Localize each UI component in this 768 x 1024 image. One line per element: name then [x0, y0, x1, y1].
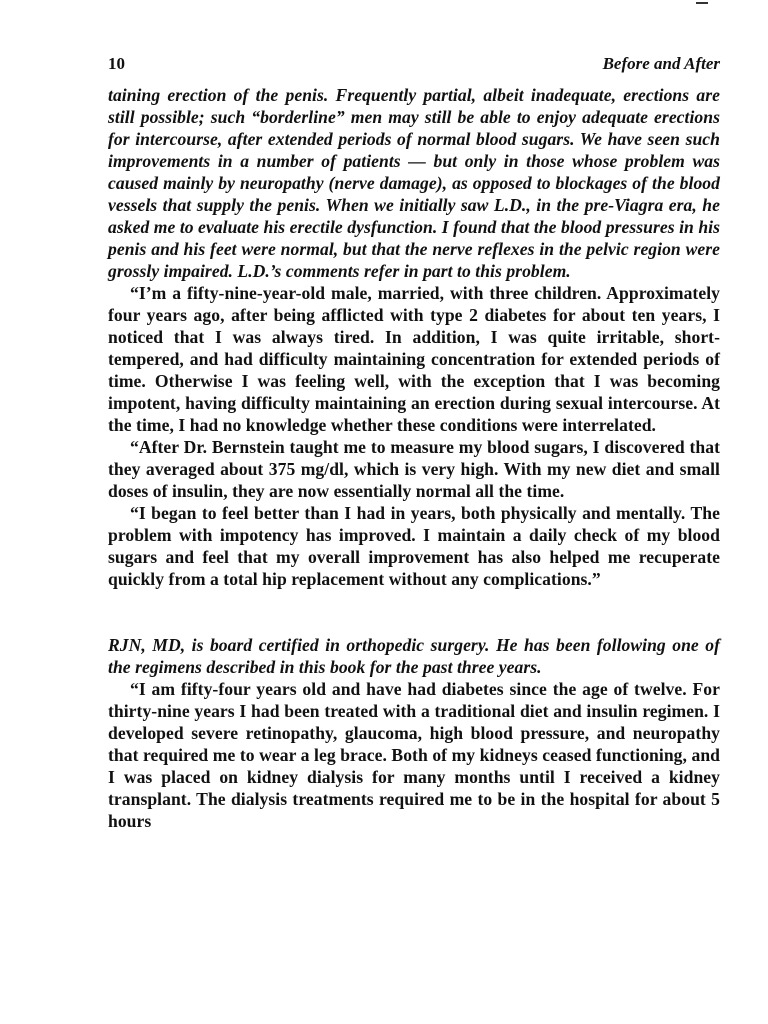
paragraph: “I began to feel better than I had in years, both physically and mentally. The problem with impotency has improved. I maintain a daily check of my blood sugars and feel that my overall improvement has also helped me recuperate quickly from a total hip replacement without any complications.” — [108, 503, 720, 589]
paragraph: “I’m a fifty-nine-year-old male, married, with three children. Approximately four years ago, after being afflicted with type 2 diabetes for about ten years, I noticed that I was always tired. In addition, I was quite irritable, short-tempered, and had difficulty maintaining concentration for extended periods of time. Otherwise I was feeling well, with the exception that I was becoming impotent, having difficulty maintaining an erection during sexual intercourse. At the time, I had no knowledge whether these conditions were interrelated. — [108, 283, 720, 435]
running-title: Before and After — [602, 54, 720, 73]
page-edge-mark — [696, 2, 708, 4]
section1-intro: taining erection of the penis. Frequently partial, albeit inadequate, erections are still possible; such “borderline” men may still be able to enjoy adequate erections for intercourse, after extended periods of normal blood sugars. We have seen such improvements in a number of patients — but only in those whose problem was caused mainly by neuropathy (nerve damage), as opposed to blockages of the blood vessels that supply the penis. When we initially saw L.D., in the pre-Viagra era, he asked me to evaluate his erectile dysfunction. I found that the blood pressures in his penis and his feet were normal, but that the nerve reflexes in the pelvic region were grossly impaired. L.D.’s comments refer in part to this problem. — [108, 85, 720, 281]
running-header — [108, 54, 720, 84]
section-divider-space — [108, 590, 720, 634]
section2-intro: RJN, MD, is board certified in orthopedic surgery. He has been following one of the regimens described in this book for the past three years. — [108, 635, 720, 677]
page-number: 10 — [108, 54, 125, 73]
paragraph: “After Dr. Bernstein taught me to measure my blood sugars, I discovered that they averaged about 375 mg/dl, which is very high. With my new diet and small doses of insulin, they are now essentially normal all the time. — [108, 437, 720, 501]
paragraph: “I am fifty-four years old and have had diabetes since the age of twelve. For thirty-nine years I had been treated with a traditional diet and insulin regimen. I developed severe retinopathy, glaucoma, high blood pressure, and neuropathy that required me to wear a leg brace. Both of my kidneys ceased functioning, and I was placed on kidney dialysis for many months until I received a kidney transplant. The dialysis treatments required me to be in the hospital for about 5 hours — [108, 679, 720, 831]
book-page — [108, 54, 720, 832]
